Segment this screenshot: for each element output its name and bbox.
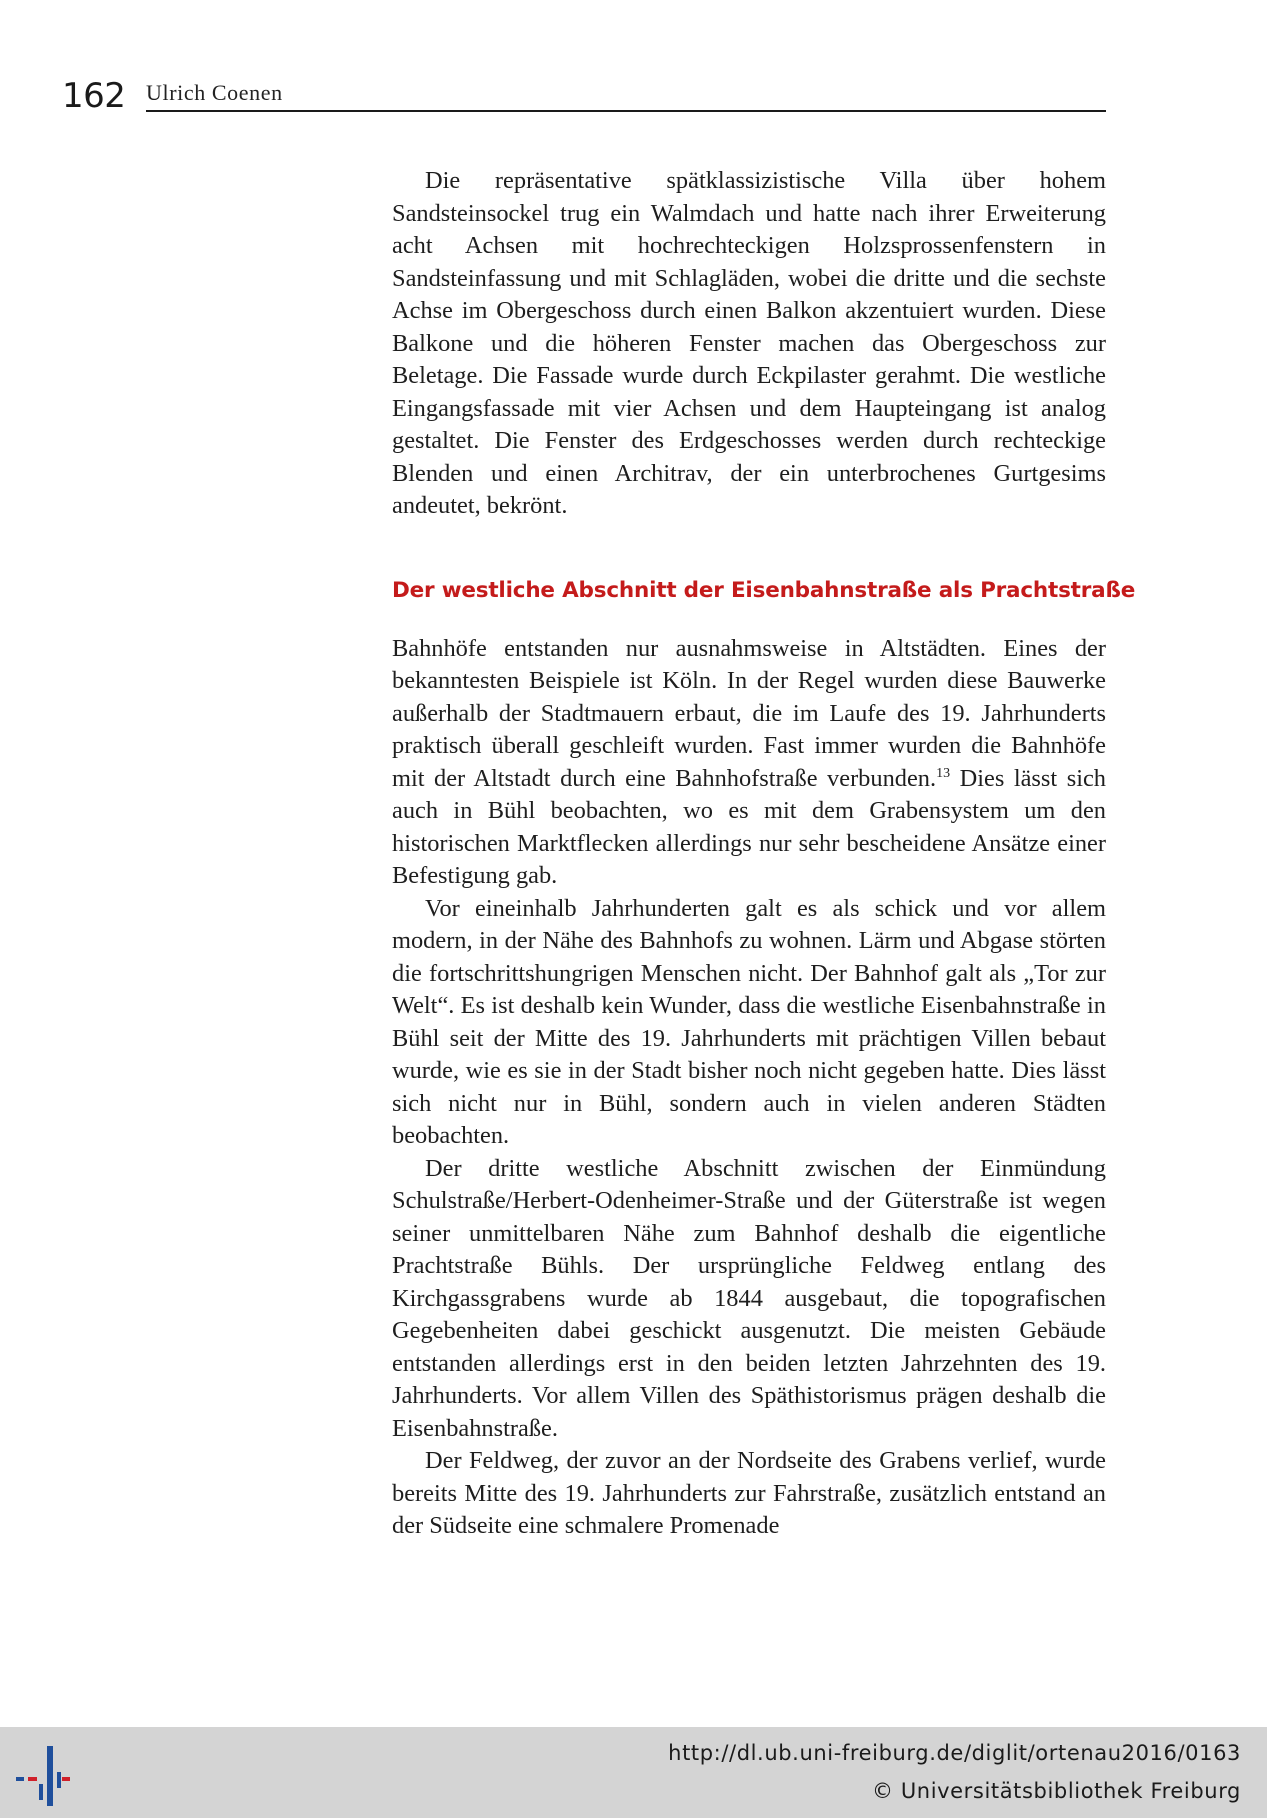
- paragraph-bahnhof-wohnen: Vor eineinhalb Jahrhunderten galt es als schick und vor allem modern, in der Nähe des Bahnhofs zu wohnen. Lärm und Abgase störten die fortschrittshungrigen Menschen nicht. Der Bahnhof galt als „Tor zur Welt“. Es ist deshalb kein Wunder, dass die westliche Eisenbahnstraße in Bühl seit der Mitte des 19. Jahrhunderts mit prächtigen Villen bebaut wurde, wie es sie in der Stadt bisher noch nicht gegeben hatte. Dies lässt sich nicht nur in Bühl, sondern auch in vielen anderen Städten beobachten.: [392, 894, 1106, 1149]
- paragraph-text: Bahnhöfe entstanden nur ausnahmsweise in Altstädten. Eines der bekanntesten Beispiele ist Köln. In der Regel wurden diese Bauwerke außerhalb der Stadtmauern erbaut, die im Laufe des 19. Jahrhunderts praktisch überall geschleift wurden. Fast immer wurden die Bahnhöfe mit der Altstadt durch eine Bahnhofstraße verbunden.: [392, 634, 1106, 792]
- footer-bar: [0, 1727, 1267, 1818]
- section-heading: Der westliche Abschnitt der Eisenbahnstraße als Prachtstraße: [392, 577, 1136, 603]
- paragraph-dritter-abschnitt: Der dritte westliche Abschnitt zwischen der Einmündung Schulstraße/Herbert-Odenheimer-Straße und der Güterstraße ist wegen seiner unmittelbaren Nähe zum Bahnhof deshalb die eigentliche Prachtstraße Bühls. Der ursprüngliche Feldweg entlang des Kirchgassgrabens wurde ab 1844 ausgebaut, die topografischen Gegebenheiten dabei geschickt ausgenutzt. Die meisten Gebäude entstanden allerdings erst in den beiden letzten Jahrzehnten des 19. Jahrhunderts. Vor allem Villen des Späthistorismus prägen deshalb die Eisenbahnstraße.: [392, 1154, 1106, 1442]
- paragraph-feldweg: Der Feldweg, der zuvor an der Nordseite des Grabens verlief, wurde bereits Mitte des 19. Jahrhunderts zur Fahrstraße, zusätzlich entstand an der Südseite eine schmalere Promenade: [392, 1447, 1106, 1539]
- paragraph-villa-description: Die repräsentative spätklassizistische Villa über hohem Sandsteinsockel trug ein Walmdach und hatte nach ihrer Erweiterung acht Achsen mit hochrechteckigen Holzsprossenfenstern in Sandsteinfassung und mit Schlagläden, wobei die dritte und die sechste Achse im Obergeschoss durch einen Balkon akzentuiert wurden. Diese Balkone und die höheren Fenster machen das Obergeschoss zur Beletage. Die Fassade wurde durch Eckpilaster gerahmt. Die westliche Eingangsfassade mit vier Achsen und dem Haupteingang ist analog gestaltet. Die Fenster des Erdgeschosses werden durch rechteckige Blenden und einen Architrav, der ein unterbrochenes Gurtgesims andeutet, bekrönt.: [392, 167, 1106, 519]
- paragraph-text: Dies lässt sich auch in Bühl beobachten, wo es mit dem Grabensystem um den historischen Marktflecken allerdings nur sehr bescheidene Ansätze einer Befestigung gab.: [392, 764, 1107, 889]
- body-text-column: [392, 165, 1136, 1543]
- paragraph-bahnhoefe: [392, 633, 1106, 893]
- copyright-notice: © Universitätsbibliothek Freiburg: [871, 1779, 1241, 1803]
- page-number: 162: [62, 76, 126, 116]
- page-header: [0, 0, 1267, 120]
- running-head-author: Ulrich Coenen: [146, 80, 283, 105]
- footnote-reference[interactable]: 13: [936, 765, 951, 781]
- permalink-url[interactable]: http://dl.ub.uni-freiburg.de/diglit/ortenau2016/0163: [668, 1741, 1241, 1765]
- header-rule: [146, 110, 1106, 112]
- ub-freiburg-logo-icon: [16, 1744, 80, 1808]
